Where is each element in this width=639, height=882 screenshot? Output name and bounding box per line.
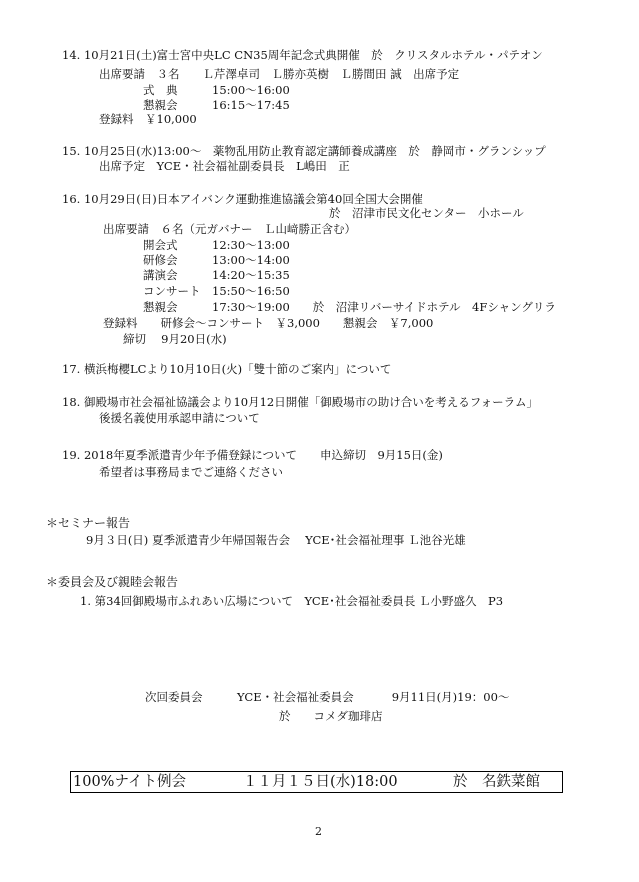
item-16-fee: 登録料 研修会～コンサート ￥3,000 懇親会 ￥7,000	[103, 316, 434, 330]
committee-line: 1. 第34回御殿場市ふれあい広場について YCE･社会福祉委員長 Ｌ小野盛久 P3	[80, 594, 504, 608]
item-18-subtitle: 後援名義使用承認申請について	[99, 411, 260, 425]
item-16-venue: 於 沼津市民文化センター 小ホール	[329, 206, 524, 220]
item-16-opening-time: 開会式 12:30～13:00	[143, 238, 290, 252]
item-16-lecture-time: 講演会 14:20～15:35	[143, 268, 290, 282]
page-number: 2	[315, 825, 322, 838]
banner-event: 100%ナイト例会	[73, 774, 186, 790]
item-14-title: 14. 10月21日(土)富士宮中央LC CN35周年記念式典開催 於 クリスタルホテル・パテオン	[62, 48, 543, 62]
item-16-reception-time: 懇親会 17:30～19:00 於 沼津リバーサイドホテル 4Fシャングリラ	[143, 300, 556, 314]
item-14-reception-time: 懇親会 16:15～17:45	[143, 98, 290, 112]
item-18-title: 18. 御殿場市社会福祉協議会より10月12日開催「御殿場市の助け合いを考えるフォーラム」	[62, 395, 539, 409]
item-16-deadline: 締切 9月20日(水)	[123, 332, 227, 346]
next-meeting-info: 次回委員会 YCE・社会福祉委員会 9月11日(月)19：00～	[145, 690, 510, 704]
item-14-fee: 登録料 ￥10,000	[99, 112, 197, 126]
item-15-attendance: 出席予定 YCE・社会福祉副委員長 L嶋田 正	[99, 159, 350, 173]
seminar-heading: ＊セミナー報告	[46, 516, 131, 530]
item-16-title: 16. 10月29日(日)日本アイバンク運動推進協議会第40回全国大会開催	[62, 192, 423, 206]
seminar-line: 9月３日(日) 夏季派遣青少年帰国報告会 YCE･社会福祉理事 Ｌ池谷光雄	[86, 533, 466, 547]
banner-venue: 於 名鉄菜館	[453, 774, 540, 790]
item-16-training-time: 研修会 13:00～14:00	[143, 253, 290, 267]
banner-date: １１月１５日(水)18:00	[243, 774, 398, 790]
item-16-concert-time: コンサート 15:50～16:50	[143, 284, 290, 298]
item-19-title: 19. 2018年夏季派遣青少年予備登録について 申込締切 9月15日(金)	[62, 448, 443, 462]
item-14-ceremony-time: 式 典 15:00～16:00	[143, 83, 290, 97]
item-17-title: 17. 横浜梅櫻LCより10月10日(火)「雙十節のご案内」について	[62, 362, 392, 376]
next-meeting-venue: 於 コメダ珈琲店	[279, 709, 383, 723]
item-14-attendance: 出席要請 ３名 Ｌ芹澤卓司 Ｌ勝亦英樹 Ｌ勝間田 誠 出席予定	[99, 67, 460, 81]
item-16-attendance: 出席要請 ６名（元ガバナー Ｌ山﨑勝正含む）	[103, 222, 356, 236]
event-banner	[70, 771, 563, 793]
committee-heading: ＊委員会及び親睦会報告	[46, 575, 179, 589]
item-15-title: 15. 10月25日(水)13:00～ 薬物乱用防止教育認定講師養成講座 於 静岡市・グランシップ	[62, 144, 546, 158]
item-19-note: 希望者は事務局までご連絡ください	[99, 465, 283, 479]
